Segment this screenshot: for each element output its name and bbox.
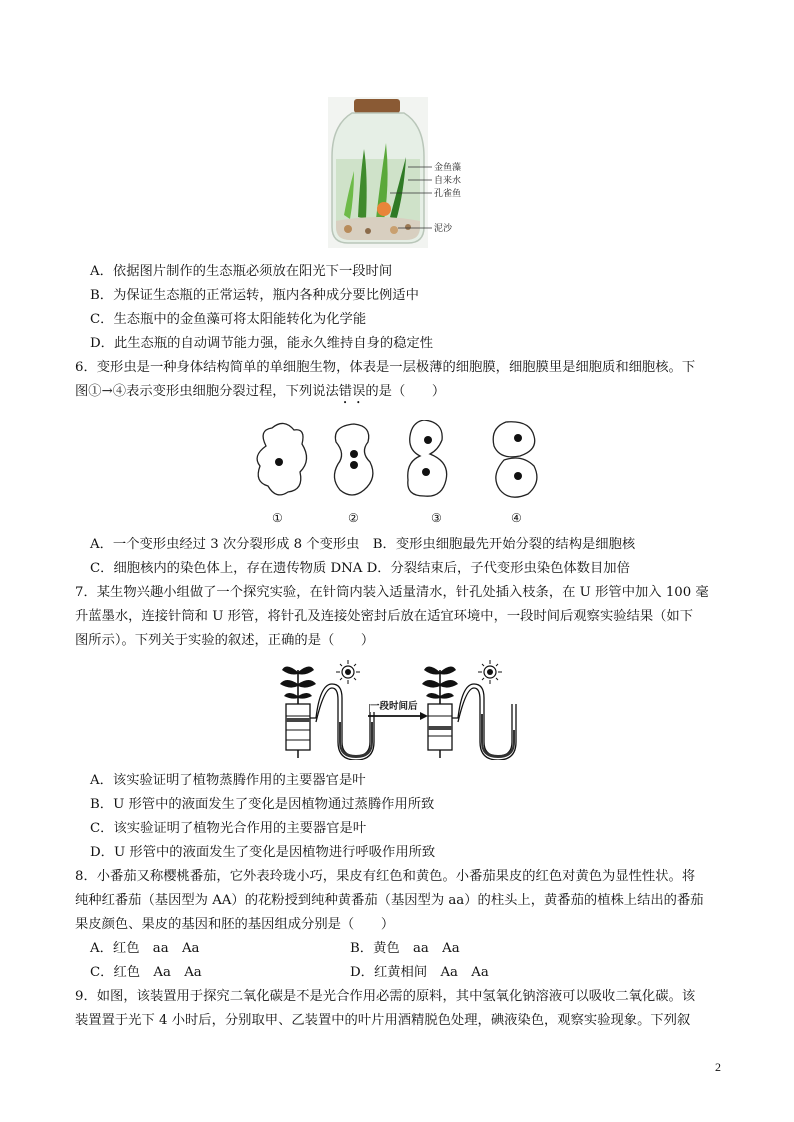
setup-after xyxy=(422,660,516,760)
q7-stem-line1: 7．某生物兴趣小组做了一个探究实验，在针筒内装入适量清水，针孔处插入枝条，在 U 形管中加入 100 毫 xyxy=(75,585,709,600)
label-guppy: 孔雀鱼 xyxy=(434,189,462,199)
amoeba-division-figure xyxy=(250,420,550,532)
q8-option-a: A．红色 aa Aa xyxy=(90,941,200,956)
stage-label-4: ④ xyxy=(511,511,522,525)
q5-option-c: C．生态瓶中的金鱼藻可将太阳能转化为化学能 xyxy=(90,312,367,327)
q7-stem-line3: 图所示）。下列关于实验的叙述，正确的是（ ） xyxy=(75,633,375,648)
q7-option-d: D．U 形管中的液面发生了变化是因植物进行呼吸作用所致 xyxy=(90,845,436,860)
stage-label-2: ② xyxy=(348,511,359,525)
q8-option-c: C．红色 Aa Aa xyxy=(90,965,202,980)
q8-option-b: B．黄色 aa Aa xyxy=(350,941,460,956)
q6-options-line2: C．细胞核内的染色体上，存在遗传物质 DNA D．分裂结束后，子代变形虫染色体数目加倍 xyxy=(90,561,630,576)
q7-option-b: B．U 形管中的液面发生了变化是因植物通过蒸腾作用所致 xyxy=(90,797,435,812)
q6-stem-emphasis: 错误 xyxy=(338,384,366,399)
q8-stem-line2: 纯种红番茄（基因型为 AA）的花粉授到纯种黄番茄（基因型为 aa）的柱头上，黄番茄的植株上结出的番茄 xyxy=(75,893,704,908)
q5-option-b: B．为保证生态瓶的正常运转，瓶内各种成分要比例适中 xyxy=(90,288,419,303)
page-number: 2 xyxy=(715,1060,721,1074)
q8-stem-line3: 果皮颜色、果皮的基因和胚的基因组成分别是（ ） xyxy=(75,917,395,932)
transpiration-experiment-figure xyxy=(276,656,522,760)
q6-stem-line1: 6．变形虫是一种身体结构简单的单细胞生物，体表是一层极薄的细胞膜，细胞膜里是细胞质和细胞核。下 xyxy=(75,360,696,375)
q7-option-c: C．该实验证明了植物光合作用的主要器官是叶 xyxy=(90,821,367,836)
q7-option-a: A．该实验证明了植物蒸腾作用的主要器官是叶 xyxy=(90,773,366,788)
q7-stem-line2: 升蓝墨水，连接针筒和 U 形管，将针孔及连接处密封后放在适宜环境中，一段时间后观察实验结果（如下 xyxy=(75,609,694,624)
q9-stem-line1: 9．如图，该装置用于探究二氧化碳是不是光合作用必需的原料，其中氢氧化钠溶液可以吸收二氧化碳。该 xyxy=(75,989,696,1004)
stage-label-3: ③ xyxy=(431,511,442,525)
eco-bottle-figure xyxy=(328,97,468,248)
q6-stem-line2 xyxy=(75,383,445,407)
amoeba-division-drawing xyxy=(250,420,550,512)
q6-stem-pre: 图①→④表示变形虫细胞分裂过程，下列说法 xyxy=(75,384,339,399)
q8-option-d: D．红黄相间 Aa Aa xyxy=(350,965,489,980)
q8-stem-line1: 8．小番茄又称樱桃番茄，它外表玲珑小巧，果皮有红色和黄色。小番茄果皮的红色对黄色为显性性状。将 xyxy=(75,869,696,884)
setup-before xyxy=(280,660,374,760)
label-tap-water: 自来水 xyxy=(434,176,462,186)
q5-option-d: D．此生态瓶的自动调节能力强，能永久维持自身的稳定性 xyxy=(90,336,434,351)
time-arrow-label: 一段时间后 xyxy=(370,701,418,712)
q6-options-line1: A．一个变形虫经过 3 次分裂形成 8 个变形虫 B．变形虫细胞最先开始分裂的结构是细胞核 xyxy=(90,537,636,552)
stage-label-1: ① xyxy=(272,511,283,525)
q5-option-a: A．依据图片制作的生态瓶必须放在阳光下一段时间 xyxy=(90,264,393,279)
label-sediment: 泥沙 xyxy=(434,224,453,234)
label-hornwort: 金鱼藻 xyxy=(434,163,462,173)
q6-stem-post: 的是（ ） xyxy=(365,384,446,399)
time-arrow xyxy=(368,712,428,720)
q9-stem-line2: 装置置于光下 4 小时后，分别取甲、乙装置中的叶片用酒精脱色处理，碘液染色，观察实验现象。下列叙 xyxy=(75,1013,691,1028)
